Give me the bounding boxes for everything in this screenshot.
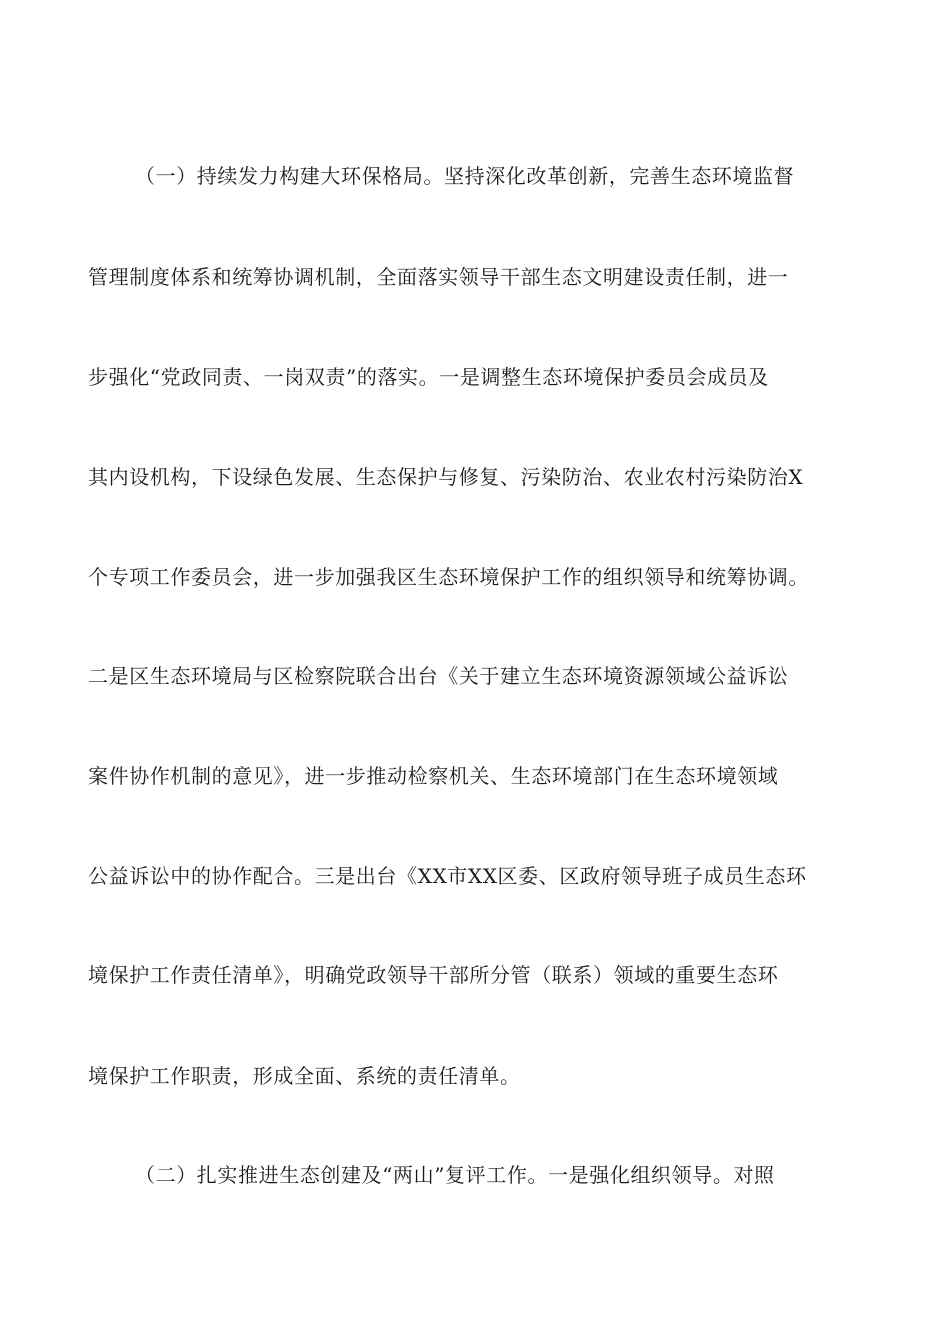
paragraph-1-line-4: 其内设机构，下设绿色发展、生态保护与修复、污染防治、农业农村污染防治X (88, 465, 804, 489)
paragraph-1-line-7: 案件协作机制的意见》，进一步推动检察机关、生态环境部门在生态环境领域 (88, 764, 779, 788)
paragraph-1-line-9: 境保护工作责任清单》，明确党政领导干部所分管（联系）领域的重要生态环 (88, 963, 779, 987)
paragraph-1-line-3: 步强化“党政同责、一岗双责”的落实。一是调整生态环境保护委员会成员及 (88, 365, 769, 389)
paragraph-1-line-5: 个专项工作委员会，进一步加强我区生态环境保护工作的组织领导和统筹协调。 (88, 565, 809, 589)
paragraph-1-line-2: 管理制度体系和统筹协调机制，全面落实领导干部生态文明建设责任制，进一 (88, 265, 789, 289)
paragraph-1-line-6: 二是区生态环境局与区检察院联合出台《关于建立生态环境资源领域公益诉讼 (88, 664, 789, 688)
paragraph-1-line-1: （一）持续发力构建大环保格局。坚持深化改革创新，完善生态环境监督 (135, 164, 795, 188)
paragraph-2-line-1: （二）扎实推进生态创建及“两山”复评工作。一是强化组织领导。对照 (135, 1163, 775, 1187)
paragraph-1-line-10: 境保护工作职责，形成全面、系统的责任清单。 (88, 1064, 521, 1088)
paragraph-1-line-8: 公益诉讼中的协作配合。三是出台《XX市XX区委、区政府领导班子成员生态环 (88, 864, 807, 888)
